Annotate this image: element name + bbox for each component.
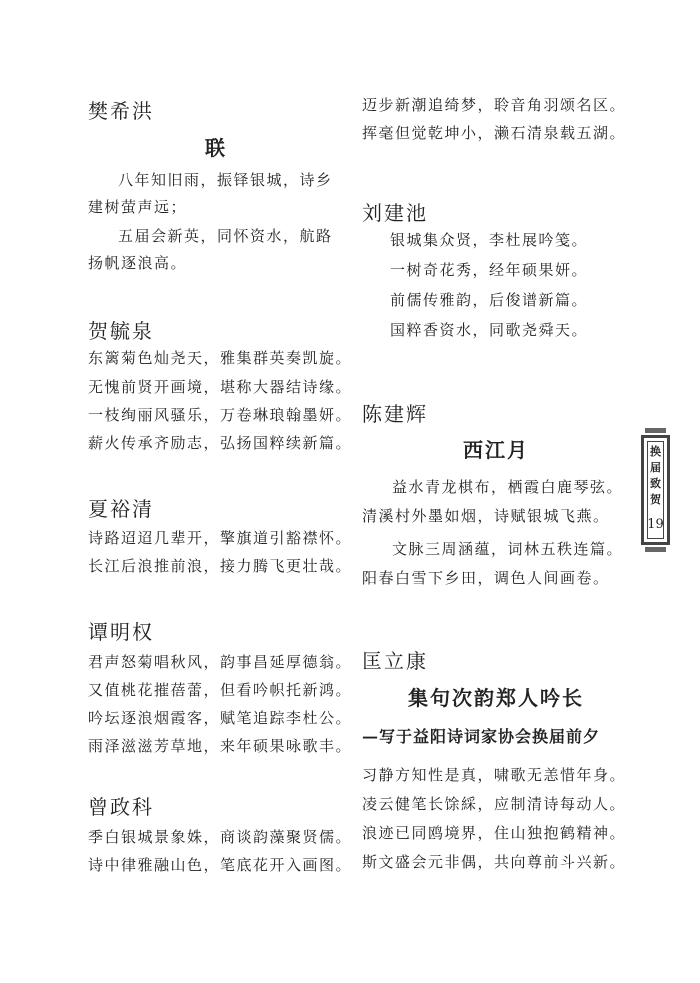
poem-line: 益水青龙棋布，栖霞白鹿琴弦。: [392, 478, 624, 496]
poem-title: 联: [205, 136, 227, 160]
poem-line: 斯文盛会元非偶，共向尊前斗兴新。: [362, 853, 627, 871]
poem-line: 挥毫但觉乾坤小，濑石清泉载五湖。: [362, 124, 627, 142]
tab-bottom-bar: [645, 547, 666, 552]
poem-line: 迈步新潮追绮梦，聆音角羽颂名区。: [362, 96, 627, 114]
poem-line: 清溪村外墨如烟，诗赋银城飞燕。: [362, 507, 610, 525]
author-name: 樊希洪: [88, 99, 154, 123]
poem-title: 集句次韵郑人吟长: [408, 686, 584, 710]
author-name: 贺毓泉: [88, 319, 154, 343]
author-name: 匡立康: [362, 649, 428, 673]
poem-line: 一树奇花秀，经年硕果妍。: [390, 261, 589, 279]
tab-top-bar: [645, 428, 666, 433]
poem-title: 西江月: [463, 438, 529, 462]
page-number: 19: [647, 517, 664, 532]
side-tab-char: 届: [650, 461, 661, 474]
poem-line: 扬帆逐浪高。: [88, 254, 188, 272]
poem-line: 浪迹已同鸥境界，住山独抱鹤精神。: [362, 824, 627, 842]
poem-line: 一枝绚丽风骚乐，万卷琳琅翰墨妍。: [88, 406, 353, 424]
author-name: 夏裕清: [88, 497, 154, 521]
poem-line: 吟坛逐浪烟霞客，赋笔追踪李杜公。: [88, 709, 353, 727]
poem-line: 雨泽滋滋芳草地，来年硕果咏歌丰。: [88, 737, 353, 755]
poem-line: 习静方知性是真，啸歌无恙惜年身。: [362, 766, 627, 784]
author-name: 陈建辉: [362, 402, 428, 426]
poem-line: 季白银城景象姝，商谈韵藻聚贤儒。: [88, 828, 353, 846]
poem-line: 薪火传承齐励志，弘扬国粹续新篇。: [88, 434, 353, 452]
poem-line: 八年知旧雨，振铎银城，诗乡: [118, 171, 333, 189]
poem-line: 银城集众贤，李杜展吟笺。: [390, 231, 589, 249]
author-name: 谭明权: [88, 620, 154, 644]
poem-line: 诗路迢迢几辈开，擎旗道引豁襟怀。: [88, 529, 353, 547]
side-tab: [641, 435, 670, 545]
poem-line: 东篱菊色灿尧天，雅集群英奏凯旋。: [88, 349, 353, 367]
poem-line: 无愧前贤开画境，堪称大器结诗缘。: [88, 378, 353, 396]
poem-line: 君声怒菊唱秋风，韵事昌延厚德翁。: [88, 653, 353, 671]
poem-line: 长江后浪推前浪，接力腾飞更壮哉。: [88, 557, 353, 575]
poem-line: 国粹香资水，同歌尧舜天。: [390, 321, 589, 339]
poem-line: 前儒传雅韵，后俊谱新篇。: [390, 291, 589, 309]
poem-line: 五届会新英，同怀资水，航路: [118, 227, 333, 245]
poem-line: 阳春白雪下乡田，调色人间画卷。: [362, 569, 610, 587]
side-tab-char: 贺: [650, 493, 661, 506]
poem-subtitle: —写于益阳诗词家协会换届前夕: [362, 727, 601, 746]
poem-line: 文脉三周涵蕴，词林五秩连篇。: [392, 540, 624, 558]
poem-line: 又值桃花摧蓓蕾，但看吟帜托新鸿。: [88, 681, 353, 699]
poem-line: 建树萤声远；: [88, 198, 188, 216]
author-name: 刘建池: [362, 201, 428, 225]
poem-line: 凌云健笔长馀綵，应制清诗每动人。: [362, 795, 627, 813]
author-name: 曾政科: [88, 795, 154, 819]
poem-line: 诗中律雅融山色，笔底花开入画图。: [88, 856, 353, 874]
side-tab-char: 致: [650, 477, 661, 490]
side-tab-char: 换: [650, 445, 661, 458]
